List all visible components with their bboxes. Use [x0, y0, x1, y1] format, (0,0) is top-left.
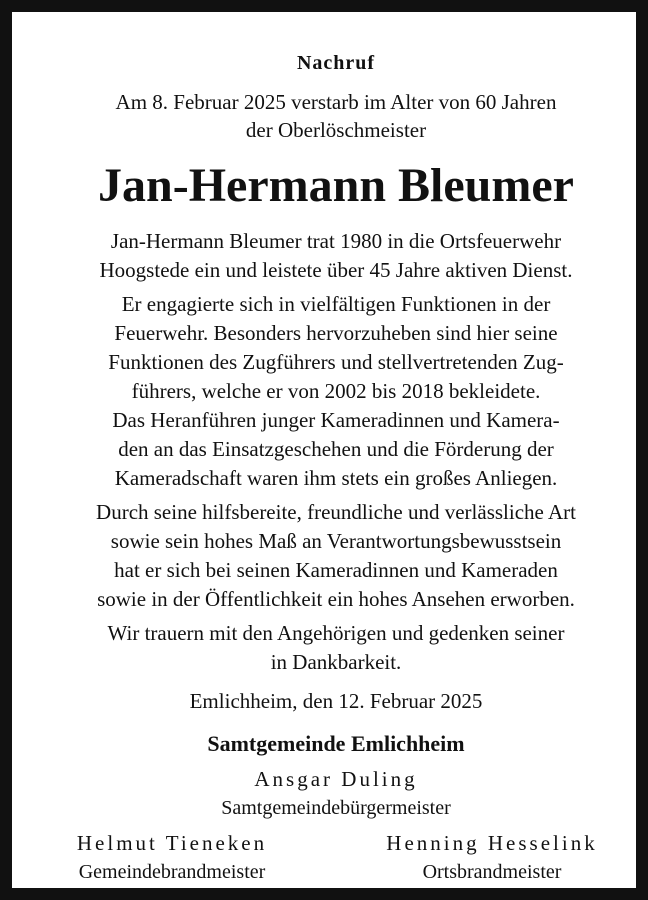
body-line: Das Heranführen junger Kameradinnen und Kamera-: [112, 408, 560, 432]
body-line: Jan-Hermann Bleumer trat 1980 in die Ortsfeuerwehr: [110, 229, 562, 253]
intro-rank: der Oberlöschmeister: [245, 118, 427, 142]
body-line: Hoogstede ein und leistete über 45 Jahre aktiven Dienst.: [99, 258, 573, 282]
body-line: führers, welche er von 2002 bis 2018 bekleidete.: [131, 379, 541, 403]
body-line: Wir trauern mit den Angehörigen und gedenken seiner: [107, 621, 565, 645]
deceased-name: Jan-Hermann Bleumer: [98, 159, 574, 212]
organization-name: Samtgemeinde Emlichheim: [207, 731, 465, 756]
signatory-main-title: Samtgemeindebürgermeister: [221, 797, 451, 819]
signatory-main-name: Ansgar Duling: [254, 767, 418, 791]
body-line: Funktionen des Zugführers und stellvertretenden Zug-: [108, 350, 564, 374]
signatory-right-title: Ortsbrandmeister: [422, 861, 562, 883]
body-line: Durch seine hilfsbereite, freundliche und verlässliche Art: [96, 500, 576, 524]
body-line: sowie sein hohes Maß an Verantwortungsbewusstsein: [110, 529, 562, 553]
body-line: hat er sich bei seinen Kameradinnen und Kameraden: [114, 558, 558, 582]
body-line: den an das Einsatzgeschehen und die Förderung der: [118, 437, 554, 461]
signatory-left-name: Helmut Tieneken: [76, 831, 268, 855]
signatory-left-title: Gemeindebrandmeister: [78, 861, 266, 883]
obituary-content: [24, 24, 648, 900]
body-line: Kameradschaft waren ihm stets ein großes Anliegen.: [114, 466, 558, 490]
signatory-right-name: Henning Hesselink: [386, 831, 598, 855]
body-line: sowie in der Öffentlichkeit ein hohes Ansehen erworben.: [97, 587, 575, 611]
notice-heading: Nachruf: [296, 52, 376, 74]
intro-line: Am 8. Februar 2025 verstarb im Alter von 60 Jahren: [115, 90, 557, 114]
body-line: in Dankbarkeit.: [270, 650, 402, 674]
body-line: Feuerwehr. Besonders hervorzuheben sind hier seine: [114, 321, 558, 345]
place-date: Emlichheim, den 12. Februar 2025: [189, 689, 483, 713]
body-line: Er engagierte sich in vielfältigen Funktionen in der: [121, 292, 551, 316]
